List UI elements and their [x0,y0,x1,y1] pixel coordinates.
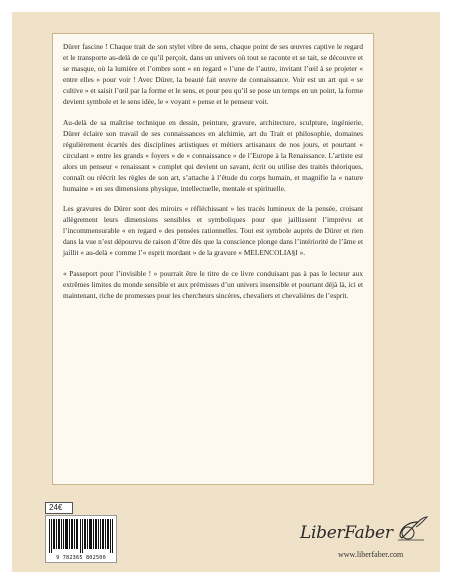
price-label: 24€ [45,502,73,514]
isbn-barcode [45,515,117,563]
blurb-paragraph-4: « Passeport pour l’invisible ! » pourrait être le titre de ce livre conduisant pas à pas le lecteur aux extrêmes limites du monde sensible et aux prémisses d’un univers insensible et pourtant déjà là, ici et maintenant, riche de promesses pour les chercheurs sincères, chevaliers et chevalières de l’esprit. [63,268,363,300]
blurb-panel [52,33,374,485]
quill-logo-icon [394,516,428,542]
publisher-logo: LiberFaber [300,523,393,543]
barcode-bars-icon [49,519,115,553]
blurb-paragraph-2: Au-delà de sa maîtrise technique en dessin, peinture, gravure, architecture, sculpture, ingénierie, Dürer éclaire son travail de ses connaissances en alchimie, art du Trait et philosophie, domaines régulièrement écartés des disciplines artistiques et métiers artisanaux de nos jours, et pourtant « circulant » entre les grands « foyers » de « connaissance » de l’Europe à la Renaissance. L’artiste est alors un penseur « renaissant » complet qui devient un savant, écrit ou utilise des traités théoriques, connaît ou réécrit les règles de son art, s’attache à l’étude du corps humain, et magnifie la « nature humaine » en ses dimensions physique, intellectuelle, mentale et spirituelle. [63,117,363,193]
publisher-website: www.liberfaber.com [338,550,404,559]
blurb-paragraph-1: Dürer fascine ! Chaque trait de son stylet vibre de sens, chaque point de ses œuvres captive le regard et le transporte au-delà de ce qu’il perçoit, dans un univers où tout se raconte et se tait, se découvre et se masque, où la lumière et l’ombre sont « en regard » l’une de l’autre, invitant l’œil à se projeter « entre elles » pour voir ! Avec Dürer, la beauté fait œuvre de connaissance. Voir est un art qui « se cultive » et saisit l’œil par la forme et le sens, et pour peu qu’il se pose un temps en un point, la forme devient symbole et le sens idée, le « voyant » pense et le penseur voit. [63,42,363,106]
blurb-paragraph-3: Les gravures de Dürer sont des miroirs « réfléchissant » les tracés lumineux de la pensée, croisant allègrement leurs dimensions sensibles et symboliques pour que jaillissent l’imprévu et l’incommensurable « en regard » des pensées rationnelles. Tout est symbole auprès de Dürer et rien dans la vue n’est dépourvu de raison d’être dès que la conscience plonge dans l’intériorité de l’âme et jaillit « au-delà » comme l’« esprit mordant » de la gravure « MELENCOLIA§I ». [63,204,363,257]
barcode-digits: 9 782365 802500 [56,555,106,561]
